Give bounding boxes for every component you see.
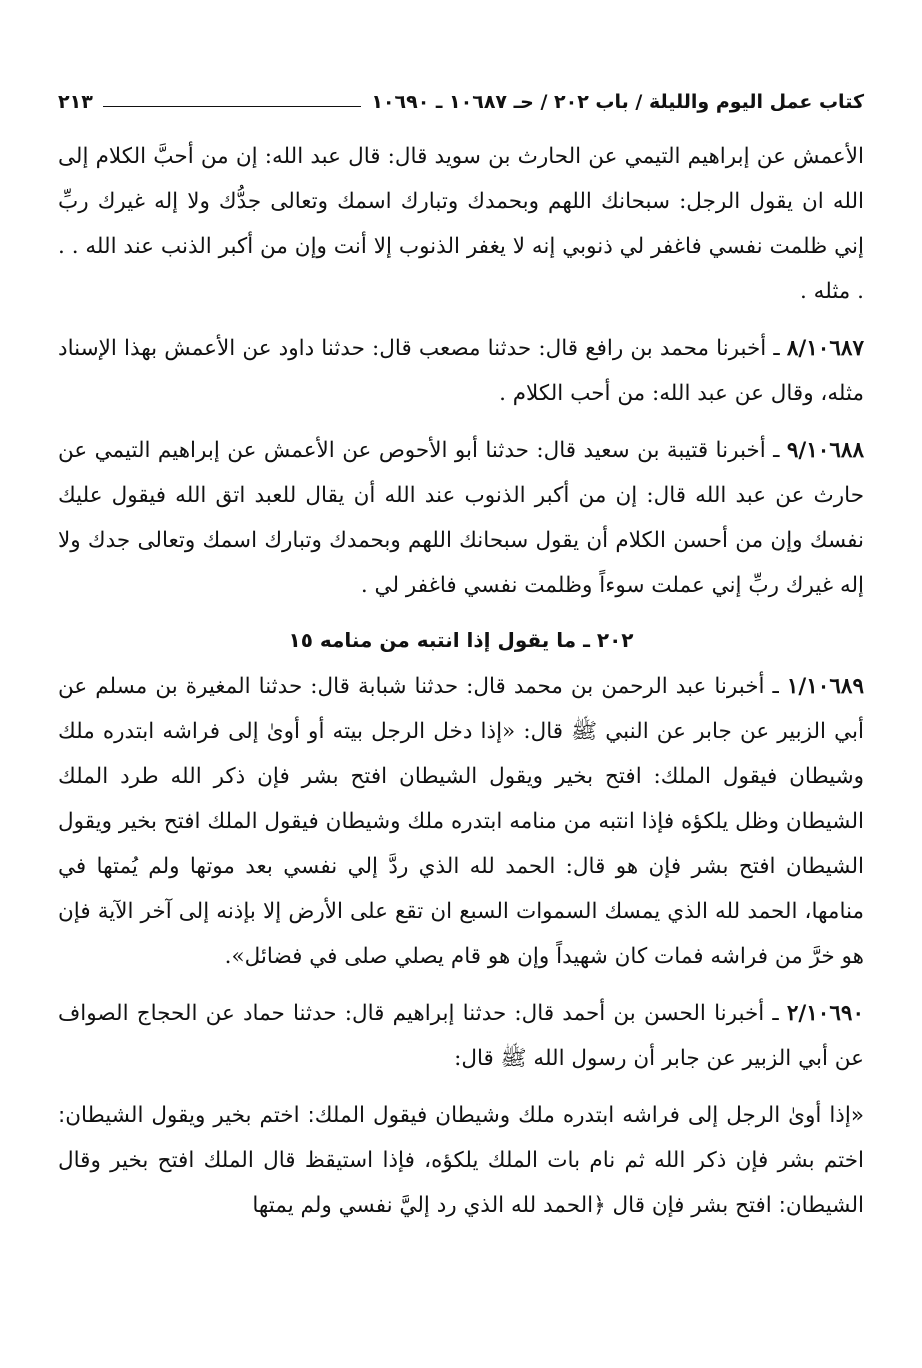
hadith-10690	[58, 991, 864, 1081]
running-header	[58, 84, 864, 120]
paragraph-text: ـ أخبرنا قتيبة بن سعيد قال: حدثنا أبو الأحوص عن الأعمش عن إبراهيم التيمي عن حارث عن عبد الله قال: إن من أكبر الذنوب عند الله أن يقال للعبد اتق الله فيقول عليك نفسك وإن من أحسن الكلام أن يقول سبحانك اللهم وبحمدك وتبارك اسمك وتعالى جدك ولا إله غيرك ربِّ إني عملت سوءاً وظلمت نفسي فاغفر لي .	[58, 438, 864, 598]
hadith-number: ١/١٠٦٨٩	[786, 674, 864, 699]
quote-text: «إذا أوىٰ الرجل إلى فراشه ابتدره ملك وشيطان فيقول الملك: اختم بخير ويقول الشيطان: اختم بشر فإن ذكر الله ثم نام بات الملك يلكؤه، فإذا استيقظ قال الملك افتح بخير وقال الشيطان: افتح بشر فإن قال ﴿الحمد لله الذي رد إليَّ نفسي ولم يمتها	[58, 1103, 864, 1218]
chapter-heading: ٢٠٢ ـ ما يقول إذا انتبه من منامه ١٥	[288, 628, 634, 652]
paragraph-continuation	[58, 134, 864, 314]
hadith-quote	[58, 1093, 864, 1228]
hadith-number: ٨/١٠٦٨٧	[786, 336, 864, 361]
paragraph-text: ـ أخبرنا عبد الرحمن بن محمد قال: حدثنا شبابة قال: حدثنا المغيرة بن مسلم عن أبي الزبير عن جابر عن النبي ﷺ قال: «إذا دخل الرجل بيته أو أوىٰ إلى فراشه ابتدره ملك وشيطان فيقول الملك: افتح بخير ويقول الشيطان افتح بشر فإن ذكر الله طرد الملك الشيطان وظل يلكؤه فإذا انتبه من منامه ابتدره ملك وشيطان فيقول الملك افتح بخير ويقول الشيطان افتح بشر فإن هو قال: الحمد لله الذي ردَّ إلي نفسي بعد موتها ولم يُمتها في منامها، الحمد لله الذي يمسك السموات السبع ان تقع على الأرض إلا بإذنه إلى آخر الآية فإن هو خرَّ من فراشه فمات كان شهيداً وإن هو قام يصلي صلى في فضائل».	[58, 674, 864, 969]
page-number: ٢١٣	[58, 91, 93, 113]
hadith-10687	[58, 326, 864, 416]
hadith-number: ٢/١٠٦٩٠	[786, 1001, 864, 1026]
paragraph-text: الأعمش عن إبراهيم التيمي عن الحارث بن سويد قال: قال عبد الله: إن من أحبَّ الكلام إلى الله ان يقول الرجل: سبحانك اللهم وبحمدك وتبارك اسمك وتعالى جدُّك ولا إله غيرك ربِّ إني ظلمت نفسي فاغفر لي ذنوبي إنه لا يغفر الذنوب إلا أنت وإن من أكبر الذنب عند الله . . . مثله .	[58, 144, 864, 304]
header-title: كتاب عمل اليوم والليلة / باب ٢٠٢ / حـ ١٠٦٨٧ ـ ١٠٦٩٠	[371, 91, 864, 113]
hadith-10689	[58, 664, 864, 979]
hadith-number: ٩/١٠٦٨٨	[786, 438, 864, 463]
document-page	[58, 84, 864, 1240]
header-rule	[103, 106, 362, 107]
paragraph-text: ـ أخبرنا الحسن بن أحمد قال: حدثنا إبراهيم قال: حدثنا حماد عن الحجاج الصواف عن أبي الزبير عن جابر أن رسول الله ﷺ قال:	[58, 1001, 864, 1071]
hadith-10688	[58, 428, 864, 608]
paragraph-text: ـ أخبرنا محمد بن رافع قال: حدثنا مصعب قال: حدثنا داود عن الأعمش بهذا الإسناد مثله، وقال عن عبد الله: من أحب الكلام .	[58, 336, 864, 406]
